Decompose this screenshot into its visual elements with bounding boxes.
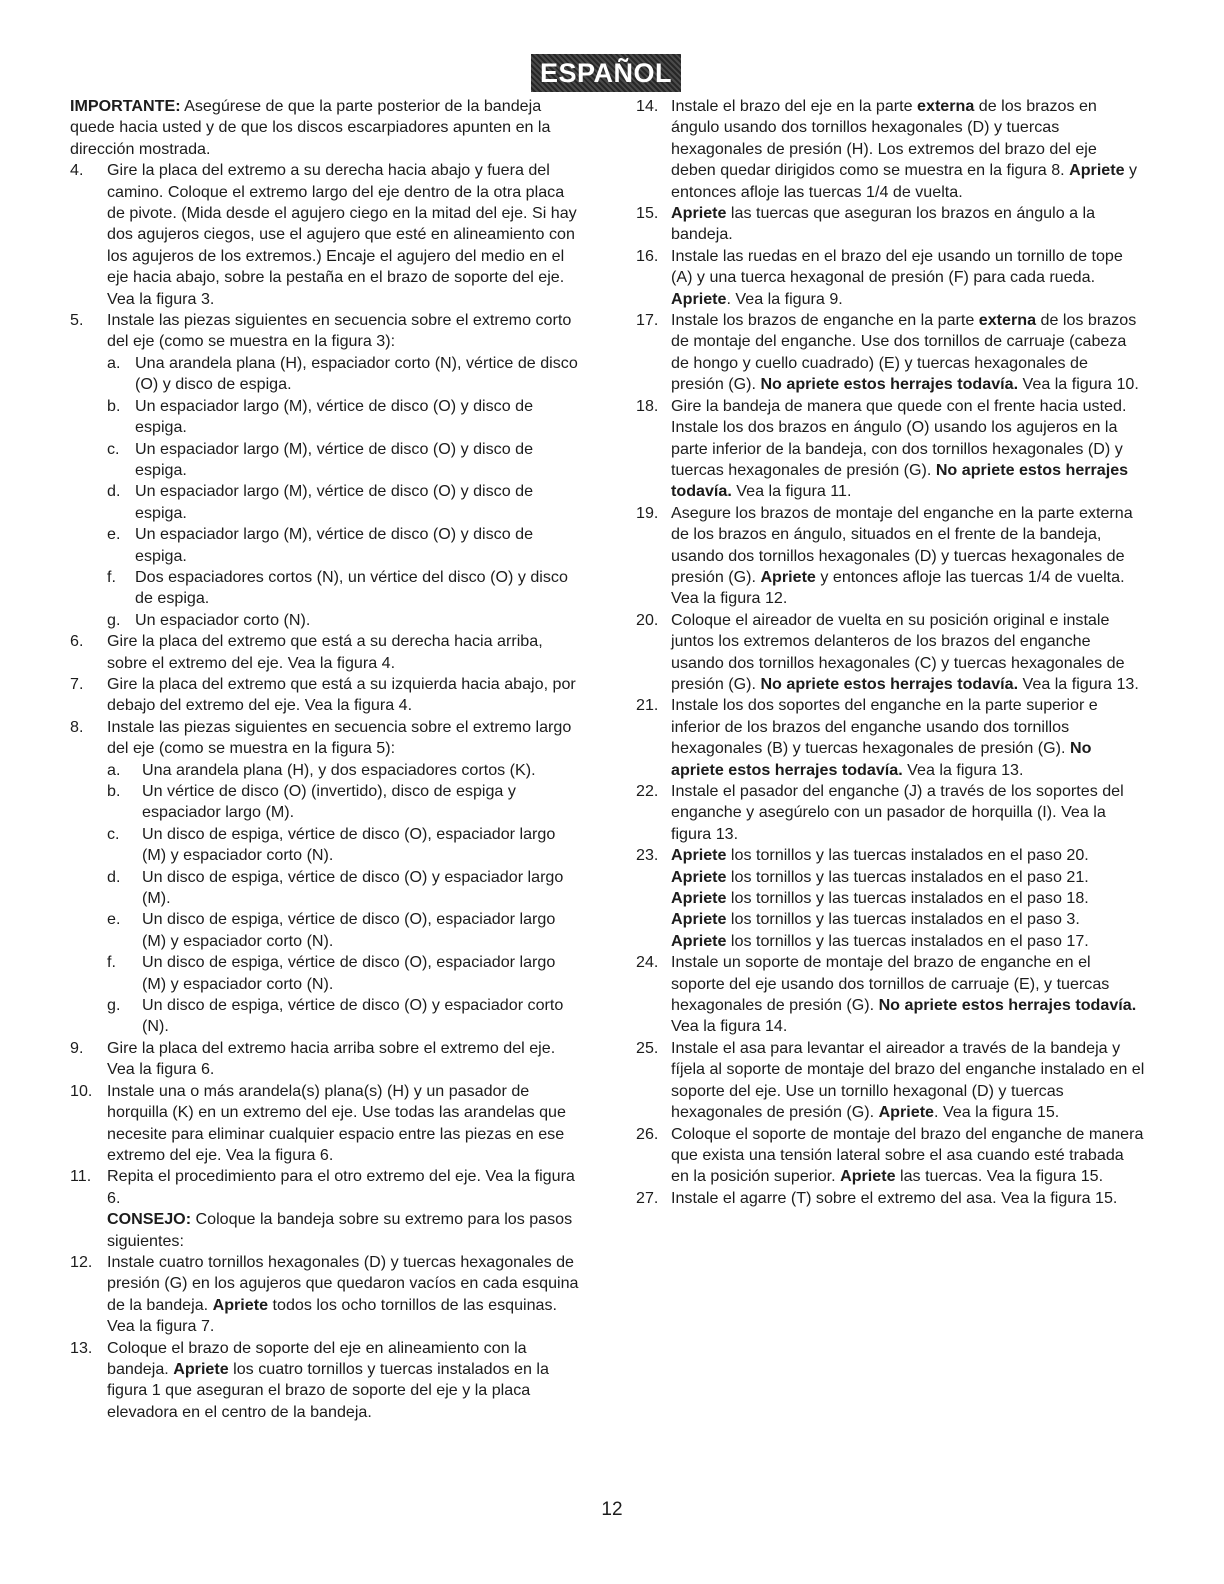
- text-run: Instale los brazos de enganche en la parte: [671, 311, 979, 330]
- substep-text: Un disco de espiga, vértice de disco (O), espaciador largo (M) y espaciador corto (N).: [142, 910, 556, 950]
- step-text: [671, 396, 1145, 503]
- substep-letter: d.: [107, 867, 121, 886]
- text-run: Vea la figura 13.: [902, 760, 1024, 779]
- text-run: Vea la figura 10.: [1018, 375, 1139, 394]
- step-number: 22.: [636, 782, 659, 800]
- step-number: 5.: [70, 311, 84, 330]
- text-run: . Vea la figura 9.: [726, 289, 843, 308]
- step-7: [70, 674, 582, 717]
- step-text: [671, 203, 1145, 246]
- text-run: los tornillos y las tuercas instalados en el paso 21.: [726, 867, 1089, 886]
- tighten-line: [671, 845, 1145, 866]
- step-number: 12.: [70, 1252, 93, 1271]
- substep: [107, 824, 582, 867]
- substep: [107, 524, 582, 567]
- step-number: 21.: [636, 696, 659, 715]
- language-label: ESPAÑOL: [539, 57, 672, 88]
- step-text: Gire la placa del extremo que está a su derecha hacia arriba, sobre el extremo del eje. Vea la figura 4.: [107, 632, 543, 672]
- substep-text: Dos espaciadores cortos (N), un vértice del disco (O) y disco de espiga.: [135, 567, 568, 608]
- step-number: 6.: [70, 632, 84, 651]
- emphasis: Apriete: [671, 931, 727, 950]
- emphasis: Apriete: [671, 867, 727, 886]
- substep-letter: b.: [107, 782, 121, 800]
- text-run: los tornillos y las tuercas instalados en el paso 3.: [726, 910, 1080, 929]
- left-column: [70, 96, 582, 1423]
- substep-text: Un espaciador largo (M), vértice de disco (O) y disco de espiga.: [135, 396, 534, 437]
- step-text: [671, 503, 1145, 610]
- substep: [107, 439, 582, 482]
- substep-text: Una arandela plana (H), espaciador corto (N), vértice de disco (O) y disco de espiga.: [135, 353, 578, 394]
- substep-letter: b.: [107, 396, 121, 415]
- step-number: 4.: [70, 161, 84, 180]
- text-run: Asegure los brazos de montaje del enganche en la parte externa de los brazos en ángulo, situados en el frente de la bandeja, usando dos tornillos hexagonales (D) y tuercas hexagonales de presión (G).: [671, 503, 1133, 586]
- substep: [107, 353, 582, 396]
- step-6: [70, 631, 582, 674]
- step-text: Instale el agarre (T) sobre el extremo del asa. Vea la figura 15.: [671, 1188, 1118, 1207]
- substep-letter: g.: [107, 610, 121, 629]
- step-11: [70, 1166, 582, 1209]
- substep: [107, 909, 582, 952]
- step-8: [70, 717, 582, 1038]
- step-text: Instale una o más arandela(s) plana(s) (H) y un pasador de horquilla (K) en un extremo del eje. Use todas las arandelas que necesite para eliminar cualquier espacio entre las piezas en ese extremo del eje. Vea la figura 6.: [107, 1081, 566, 1164]
- emphasis: Apriete: [878, 1103, 935, 1122]
- emphasis: No apriete estos herrajes todavía.: [760, 375, 1019, 394]
- step-10: [70, 1081, 582, 1167]
- text-run: Instale las ruedas en el brazo del eje usando un tornillo de tope (A) y una tuerca hexagonal de presión (F) para cada rueda.: [671, 246, 1123, 287]
- step-4: [70, 160, 582, 310]
- step-text: [671, 246, 1145, 310]
- substep-letter: e.: [107, 910, 121, 929]
- text-run: Vea la figura 14.: [671, 1017, 788, 1036]
- step-9: [70, 1038, 582, 1081]
- text-run: Coloque el brazo de soporte del eje en alineamiento con la bandeja.: [107, 1338, 527, 1378]
- step-text: Gire la placa del extremo hacia arriba sobre el extremo del eje. Vea la figura 6.: [107, 1038, 556, 1079]
- step-text: [671, 695, 1145, 781]
- page-number: 12: [601, 1499, 623, 1520]
- tip-label: CONSEJO:: [107, 1210, 192, 1229]
- step-number: 7.: [70, 674, 84, 693]
- text-run: y entonces afloje las tuercas 1/4 de vuelta. Vea la figura 12.: [671, 567, 1125, 608]
- text-run: Instale un soporte de montaje del brazo de enganche en el soporte del eje usando dos tornillos de carruaje (E), y tuercas hexagonales de presión (G).: [671, 953, 1110, 1015]
- emphasis: Apriete: [1069, 161, 1125, 180]
- substep: [107, 995, 582, 1038]
- substep-text: Un espaciador largo (M), vértice de disco (O) y disco de espiga.: [135, 482, 534, 522]
- step-16: [636, 246, 1145, 310]
- step-23: [636, 845, 1145, 952]
- substep-letter: a.: [107, 760, 121, 779]
- step-number: 25.: [636, 1038, 659, 1057]
- text-run: . Vea la figura 15.: [934, 1103, 1060, 1122]
- step-text: [671, 310, 1145, 396]
- step-number: 18.: [636, 396, 659, 415]
- substep-text: Un espaciador largo (M), vértice de disco (O) y disco de espiga.: [135, 439, 534, 479]
- substep-letter: e.: [107, 525, 121, 544]
- step-text: [671, 610, 1145, 696]
- emphasis: externa: [978, 311, 1037, 330]
- step-21: [636, 695, 1145, 781]
- step-number: 15.: [636, 204, 659, 223]
- tighten-line: [671, 909, 1145, 930]
- step-text: Instale las piezas siguientes en secuencia sobre el extremo largo del eje (como se muestra en la figura 5):: [107, 717, 572, 758]
- step-12: [70, 1252, 582, 1338]
- step-number: 16.: [636, 246, 659, 265]
- substep-text: Una arandela plana (H), y dos espaciadores cortos (K).: [142, 760, 536, 779]
- substep: [107, 760, 582, 781]
- step-number: 19.: [636, 503, 659, 522]
- emphasis: Apriete: [671, 846, 727, 865]
- substep-letter: a.: [107, 353, 121, 372]
- substep: [107, 481, 582, 524]
- emphasis: No apriete estos herrajes todavía.: [878, 996, 1137, 1015]
- step-text: [671, 1124, 1145, 1188]
- step-14: [636, 96, 1145, 203]
- substep-letter: d.: [107, 482, 121, 501]
- substep: [107, 396, 582, 439]
- text-run: todos los ocho tornillos de las esquinas. Vea la figura 7.: [107, 1295, 558, 1336]
- step-26: [636, 1124, 1145, 1188]
- text-run: Gire la bandeja de manera que quede con el frente hacia usted. Instale los dos brazos en ángulo (O) usando los agujeros en la parte inferior de la bandeja, con dos tornillos hexagonales (D) y tuercas hexagonales de presión (G).: [671, 396, 1127, 479]
- step-15: [636, 203, 1145, 246]
- step-text: Repita el procedimiento para el otro extremo del eje. Vea la figura 6.: [107, 1167, 575, 1207]
- emphasis: Apriete: [212, 1295, 269, 1314]
- text-run: Vea la figura 13.: [1018, 674, 1139, 693]
- text-run: los cuatro tornillos y tuercas instalados en la figura 1 que aseguran el brazo de soporte del eje y la placa elevadora en el centro de la bandeja.: [107, 1359, 549, 1421]
- text-run: Instale los dos soportes del enganche en la parte superior e inferior de los brazos del enganche usando dos tornillos hexagonales (B) y tuercas hexagonales de presión (G).: [671, 696, 1098, 758]
- emphasis: Apriete: [671, 889, 727, 908]
- substep: [107, 567, 582, 610]
- step-text: [671, 1038, 1145, 1124]
- important-note: [70, 96, 582, 160]
- step-text: [671, 952, 1145, 1038]
- step-number: 26.: [636, 1124, 659, 1143]
- substep-text: Un disco de espiga, vértice de disco (O) y espaciador corto (N).: [142, 996, 564, 1036]
- step-number: 8.: [70, 717, 84, 736]
- text-run: Instale cuatro tornillos hexagonales (D) y tuercas hexagonales de presión (G) en los agujeros que quedaron vacíos en cada esquina de la bandeja.: [107, 1252, 579, 1314]
- emphasis: Apriete: [671, 289, 727, 308]
- emphasis: Apriete: [173, 1359, 229, 1378]
- step-19: [636, 503, 1145, 610]
- substep-text: Un disco de espiga, vértice de disco (O), espaciador largo (M) y espaciador corto (N).: [142, 824, 556, 865]
- step-number: 10.: [70, 1081, 93, 1100]
- substep-text: Un disco de espiga, vértice de disco (O) y espaciador largo (M).: [142, 867, 564, 908]
- tip-note: [70, 1209, 582, 1252]
- text-run: las tuercas. Vea la figura 15.: [895, 1167, 1104, 1186]
- emphasis: Apriete: [840, 1167, 896, 1186]
- substep: [107, 867, 582, 910]
- text-run: de los brazos de montaje del enganche. Use dos tornillos de carruaje (cabeza de hongo y cuello cuadrado) (E) y tuercas hexagonales de presión (G).: [671, 311, 1137, 394]
- emphasis: No apriete estos herrajes todavía.: [760, 674, 1019, 693]
- step-20: [636, 610, 1145, 696]
- tighten-line: [671, 867, 1145, 888]
- text-run: de los brazos en ángulo usando dos tornillos hexagonales (D) y tuercas hexagonales de presión (H). Los extremos del brazo del eje deben quedar dirigidos como se muestra en la figura 8.: [671, 97, 1097, 180]
- step-text: [671, 845, 1145, 952]
- important-label: IMPORTANTE:: [70, 97, 181, 115]
- substep-text: Un vértice de disco (O) (invertido), disco de espiga y espaciador largo (M).: [142, 782, 516, 822]
- text-run: los tornillos y las tuercas instalados en el paso 17.: [726, 931, 1089, 950]
- step-22: [636, 781, 1145, 845]
- step-number: 11.: [70, 1167, 92, 1186]
- step-25: [636, 1038, 1145, 1124]
- text-run: y entonces afloje las tuercas 1/4 de vuelta.: [671, 161, 1138, 201]
- step-24: [636, 952, 1145, 1038]
- text-run: Instale el brazo del eje en la parte: [671, 97, 918, 115]
- step-5: [70, 310, 582, 631]
- substep: [107, 781, 582, 824]
- step-number: 23.: [636, 846, 659, 865]
- substep-text: Un espaciador corto (N).: [135, 610, 311, 629]
- step-text: Instale el pasador del enganche (J) a través de los soportes del enganche y asegúrelo con un pasador de horquilla (I). Vea la figura 13.: [671, 782, 1124, 843]
- step-number: 24.: [636, 953, 659, 972]
- emphasis: No apriete estos herrajes todavía.: [671, 460, 1129, 501]
- text-run: los tornillos y las tuercas instalados en el paso 18.: [726, 889, 1089, 908]
- substep: [107, 952, 582, 995]
- step-18: [636, 396, 1145, 503]
- step-27: [636, 1188, 1145, 1209]
- step-text: [671, 96, 1145, 203]
- substep: [107, 610, 582, 631]
- tighten-line: [671, 888, 1145, 909]
- substep-text: Un disco de espiga, vértice de disco (O), espaciador largo (M) y espaciador corto (N).: [142, 953, 556, 993]
- text-run: las tuercas que aseguran los brazos en ángulo a la bandeja.: [671, 204, 1096, 244]
- emphasis: Apriete: [760, 567, 816, 586]
- step-number: 13.: [70, 1338, 93, 1357]
- step-number: 9.: [70, 1038, 84, 1057]
- step-number: 17.: [636, 311, 659, 330]
- substep-text: Un espaciador largo (M), vértice de disco (O) y disco de espiga.: [135, 525, 534, 565]
- substep-letter: g.: [107, 996, 121, 1015]
- text-run: Instale el asa para levantar el aireador a través de la bandeja y fíjela al soporte de montaje del brazo del enganche instalado en el soporte del eje. Use un tornillo hexagonal (D) y tuercas hexagonales de presión (G).: [671, 1038, 1145, 1122]
- step-17: [636, 310, 1145, 396]
- text-run: Coloque el soporte de montaje del brazo del enganche de manera que exista una tensión lateral sobre el asa cuando esté trabada en la posición superior.: [671, 1124, 1144, 1186]
- emphasis: externa: [917, 97, 975, 115]
- step-number: 14.: [636, 97, 659, 115]
- tip-text: Coloque la bandeja sobre su extremo para los pasos siguientes:: [107, 1210, 573, 1250]
- step-13: [70, 1338, 582, 1424]
- step-text: [107, 1338, 582, 1424]
- emphasis: Apriete: [671, 910, 727, 929]
- step-text: Gire la placa del extremo a su derecha hacia abajo y fuera del camino. Coloque el extremo largo del eje dentro de la otra placa de pivote. (Mida desde el agujero ciego en la mitad del eje. Si hay dos agujeros ciegos, use el agujero que esté en alineamiento con los agujeros de los extremos.) Encaje el agujero del medio en el eje hacia abajo, sobre la pestaña en el brazo de soporte del eje. Vea la figura 3.: [107, 161, 577, 308]
- substep-letter: c.: [107, 824, 120, 843]
- emphasis: No apriete estos herrajes todavía.: [671, 739, 1092, 779]
- right-column: [636, 96, 1145, 1209]
- step-number: 20.: [636, 610, 659, 629]
- text-run: Coloque el aireador de vuelta en su posición original e instale juntos los extremos delanteros de los brazos del enganche usando dos tornillos hexagonales (C) y tuercas hexagonales de presión (G).: [671, 610, 1125, 693]
- step-text: Gire la placa del extremo que está a su izquierda hacia abajo, por debajo del extremo del eje. Vea la figura 4.: [107, 674, 576, 715]
- substep-letter: f.: [107, 953, 116, 972]
- substep-letter: c.: [107, 439, 120, 458]
- emphasis: Apriete: [671, 204, 727, 223]
- step-number: 27.: [636, 1188, 659, 1207]
- step-text: Instale las piezas siguientes en secuencia sobre el extremo corto del eje (como se muestra en la figura 3):: [107, 311, 572, 351]
- text-run: Vea la figura 11.: [731, 482, 852, 501]
- tighten-line: [671, 931, 1145, 952]
- step-text: [107, 1252, 582, 1338]
- substep-letter: f.: [107, 567, 116, 586]
- important-text: Asegúrese de que la parte posterior de la bandeja quede hacia usted y de que los discos escarpiadores apunten en la dirección mostrada.: [70, 97, 551, 158]
- text-run: los tornillos y las tuercas instalados en el paso 20.: [726, 846, 1089, 865]
- language-banner: [531, 54, 681, 92]
